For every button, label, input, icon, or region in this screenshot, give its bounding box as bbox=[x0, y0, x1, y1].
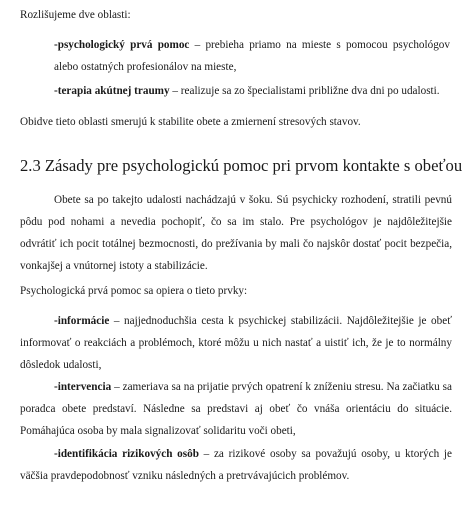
element-term: -informácie bbox=[54, 315, 110, 327]
element-term: -intervencia bbox=[54, 381, 112, 393]
area-description: – prebieha priamo na mieste s pomocou psychológov alebo ostatných profesionálov na mieste, bbox=[54, 39, 450, 73]
element-term: -identifikácia rizikových osôb bbox=[54, 448, 199, 460]
elements-lead: Psychologická prvá pomoc sa opiera o tieto prvky: bbox=[20, 285, 248, 297]
area-description: – realizuje sa zo špecialistami približne dva dni po udalosti. bbox=[169, 85, 440, 97]
element-item-intervention bbox=[20, 376, 452, 442]
element-description: – zameriava sa na prijatie prvých opatrení k zníženiu stresu. Na začiatku sa poradca obete predstaví. Následne sa predstavi aj obeť čo vnáša orientáciu do situácie. Pomáhajúca osoba by mala signalizovať solidaritu voči obeti, bbox=[20, 381, 452, 437]
section-heading: 2.3 Zásady pre psychologickú pomoc pri prvom kontakte s obeťou bbox=[20, 156, 463, 175]
area-item-acute-trauma-therapy bbox=[54, 80, 450, 102]
areas-intro: Rozlišujeme dve oblasti: bbox=[20, 9, 131, 21]
element-description: – najjednoduchšia cesta k psychickej stabilizácii. Najdôležitejšie je obeť informovať o reakciách a problémoch, ktoré môžu u nich nastať a uistiť ich, že je to normálny dôsledok udalosti, bbox=[20, 315, 452, 371]
areas-summary: Obidve tieto oblasti smerujú k stabilite obete a zmiernení stresových stavov. bbox=[20, 116, 361, 128]
area-item-psychological-first-aid bbox=[54, 34, 450, 78]
area-term: -terapia akútnej traumy bbox=[54, 85, 170, 97]
element-item-risk-identification bbox=[20, 443, 452, 487]
area-term: -psychologický prvá pomoc bbox=[54, 39, 190, 51]
element-description: – za rizikové osoby sa považujú osoby, u ktorých je väčšia pravdepodobnosť vzniku následných a pretrvávajúcich problémov. bbox=[20, 448, 452, 482]
element-item-information bbox=[20, 310, 452, 376]
section-paragraph: Obete sa po takejto udalosti nachádzajú v šoku. Sú psychicky rozhodení, stratili pevnú pôdu pod nohami a nevedia pochopiť, čo sa im stalo. Pre psychológov je najdôležitejšie odvrátiť ich pocit totálnej bezmocnosti, do prežívania by mali čo najskôr dostať pocit bezpečia, vonkajšej a vnútornej istoty a stabilizácie. bbox=[20, 194, 452, 272]
